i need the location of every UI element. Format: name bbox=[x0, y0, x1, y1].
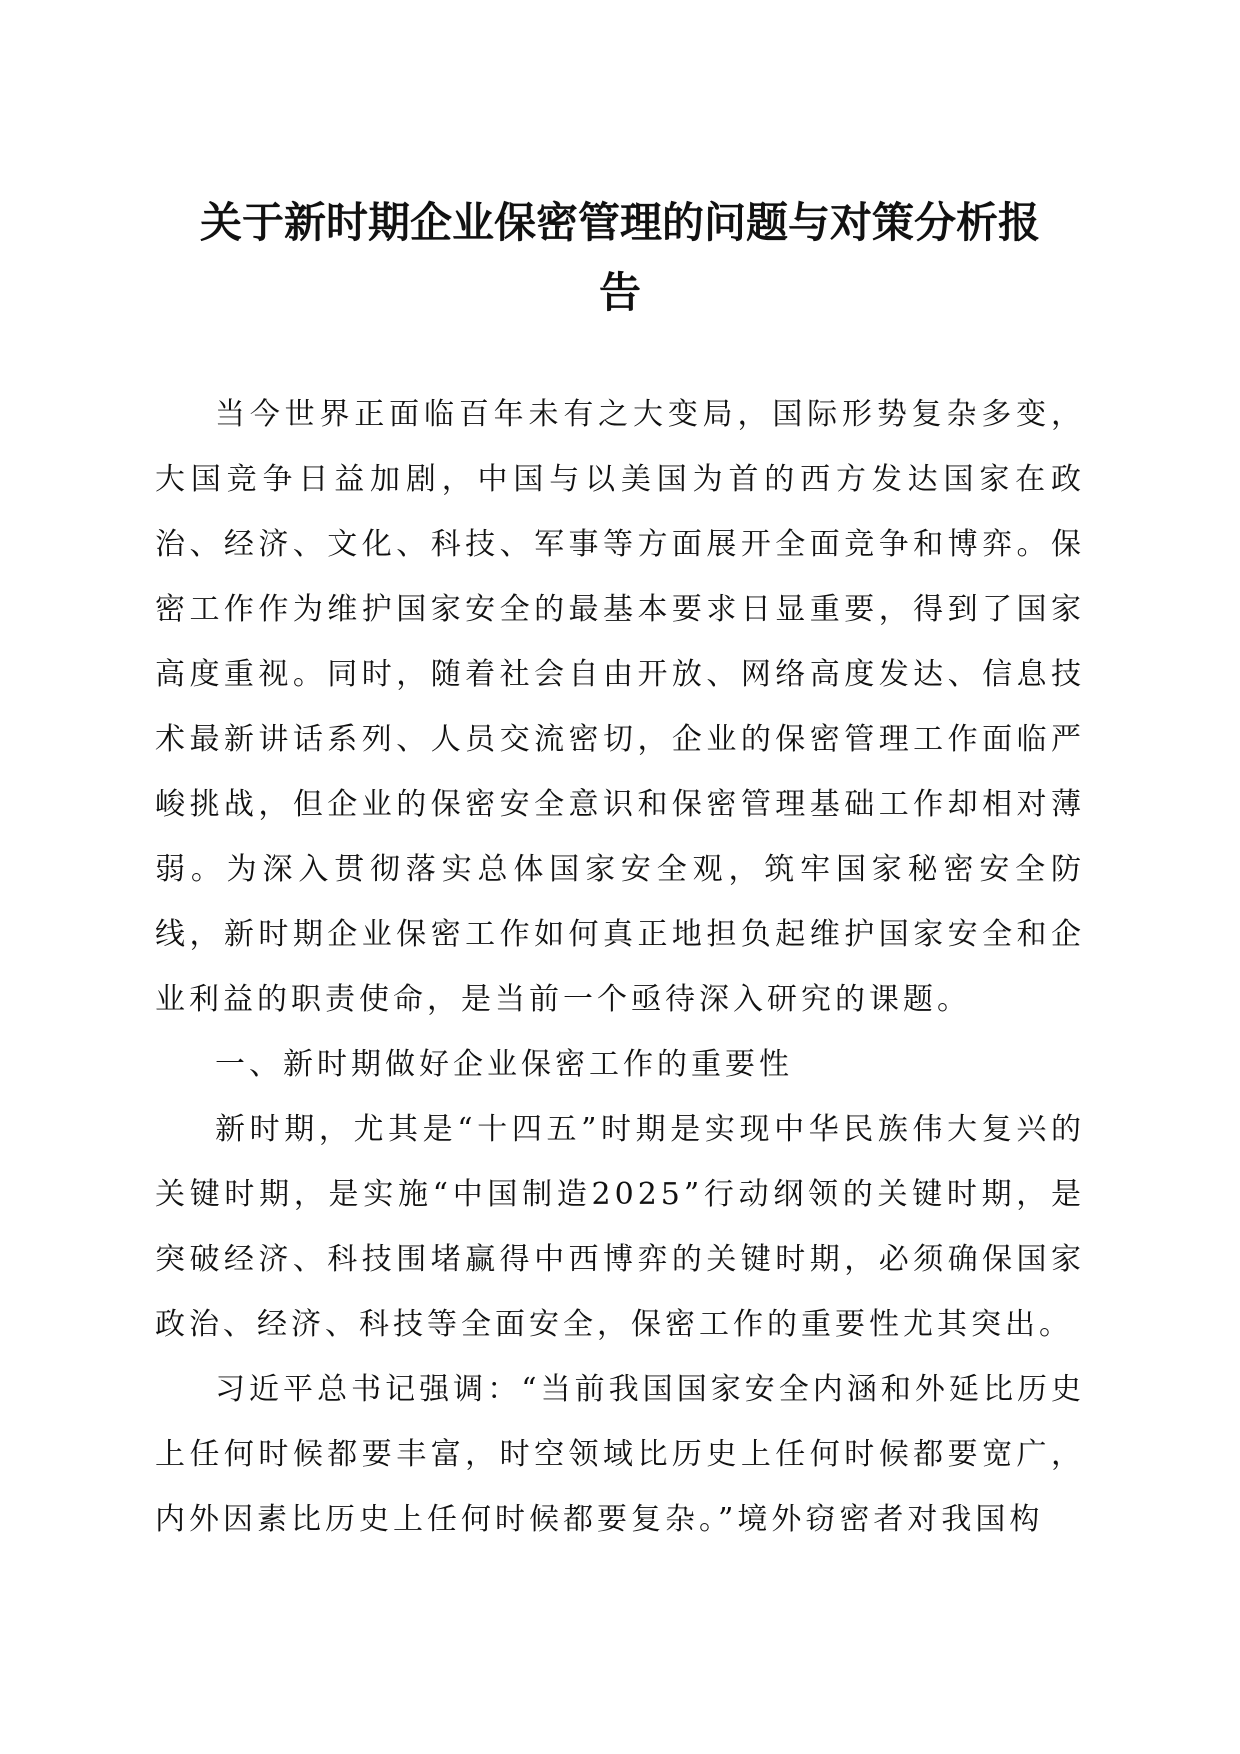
paragraph-quote: 习近平总书记强调：“当前我国国家安全内涵和外延比历史上任何时候都要丰富，时空领域比历史上任何时候都要宽广，内外因素比历史上任何时候都要复杂。”境外窃密者对我国构 bbox=[155, 1372, 1085, 1537]
document-body bbox=[155, 382, 1085, 1552]
title-line-2: 告 bbox=[598, 268, 641, 317]
document-title bbox=[150, 188, 1090, 328]
paragraph-importance: 新时期，尤其是“十四五”时期是实现中华民族伟大复兴的关键时期，是实施“中国制造2025”行动纲领的关键时期，是突破经济、科技围堵赢得中西博弈的关键时期，必须确保国家政治、经济、科技等全面安全，保密工作的重要性尤其突出。 bbox=[155, 1112, 1085, 1342]
section-heading-1: 一、新时期做好企业保密工作的重要性 bbox=[215, 1047, 793, 1082]
paragraph-intro: 当今世界正面临百年未有之大变局，国际形势复杂多变，大国竞争日益加剧，中国与以美国为首的西方发达国家在政治、经济、文化、科技、军事等方面展开全面竞争和博弈。保密工作作为维护国家安全的最基本要求日显重要，得到了国家高度重视。同时，随着社会自由开放、网络高度发达、信息技术最新讲话系列、人员交流密切，企业的保密管理工作面临严峻挑战，但企业的保密安全意识和保密管理基础工作却相对薄弱。为深入贯彻落实总体国家安全观，筑牢国家秘密安全防线，新时期企业保密工作如何真正地担负起维护国家安全和企业利益的职责使命，是当前一个亟待深入研究的课题。 bbox=[155, 397, 1085, 1017]
title-line-1: 关于新时期企业保密管理的问题与对策分析报 bbox=[199, 198, 1040, 247]
